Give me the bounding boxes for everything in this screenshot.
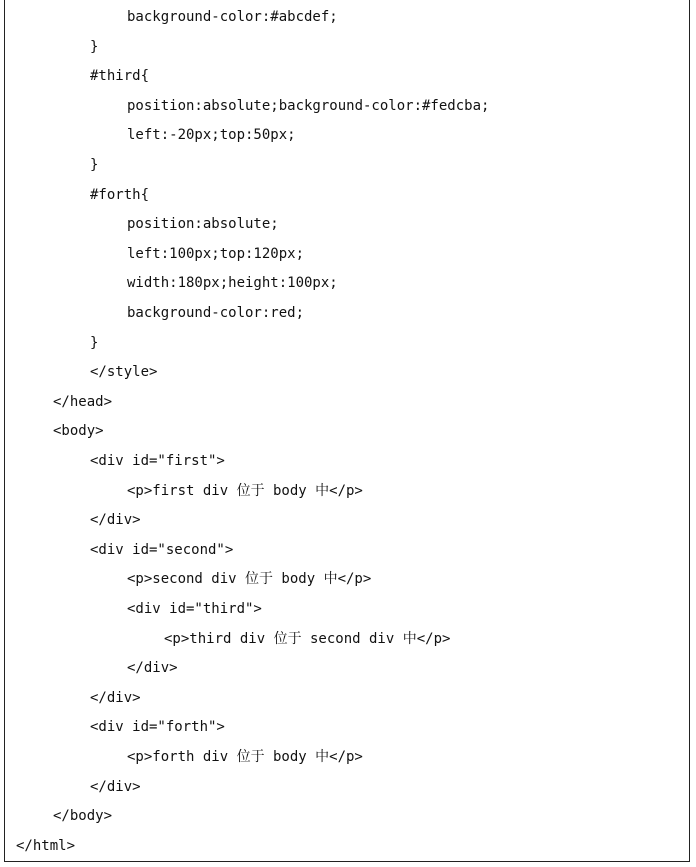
- code-line: <div id="forth">: [90, 719, 225, 736]
- code-line: #forth{: [90, 186, 150, 203]
- code-line: #third{: [90, 68, 150, 85]
- code-line: position:absolute;: [127, 216, 279, 233]
- code-line: }: [90, 157, 99, 173]
- code-line: </div>: [90, 512, 141, 529]
- code-line: }: [90, 38, 99, 55]
- code-line: <p>second div 位于 body 中</p>: [127, 571, 372, 588]
- code-line: </style>: [90, 364, 158, 381]
- code-line: </body>: [53, 808, 113, 825]
- code-line: background-color:red;: [127, 305, 305, 321]
- code-line: <div id="third">: [127, 601, 262, 617]
- code-line: <p>third div 位于 second div 中</p>: [164, 630, 451, 647]
- code-line: background-color:#abcdef;: [127, 9, 338, 25]
- code-line: </div>: [90, 689, 141, 706]
- code-line: <p>first div 位于 body 中</p>: [127, 482, 363, 499]
- code-line: </html>: [16, 837, 76, 854]
- code-line: }: [90, 334, 99, 351]
- code-line: left:-20px;top:50px;: [127, 127, 296, 144]
- code-line: <p>forth div 位于 body 中</p>: [127, 749, 363, 765]
- code-line: </div>: [90, 778, 141, 795]
- code-line: left:100px;top:120px;: [127, 245, 305, 262]
- code-line: <div id="first">: [90, 453, 225, 469]
- code-line: </head>: [53, 393, 113, 410]
- code-listing-frame: [4, 0, 690, 862]
- code-line: <body>: [53, 423, 104, 440]
- code-line: </div>: [127, 660, 178, 677]
- code-line: <div id="second">: [90, 541, 234, 558]
- code-line: position:absolute;background-color:#fedcba;: [127, 97, 490, 114]
- code-line: width:180px;height:100px;: [127, 275, 338, 292]
